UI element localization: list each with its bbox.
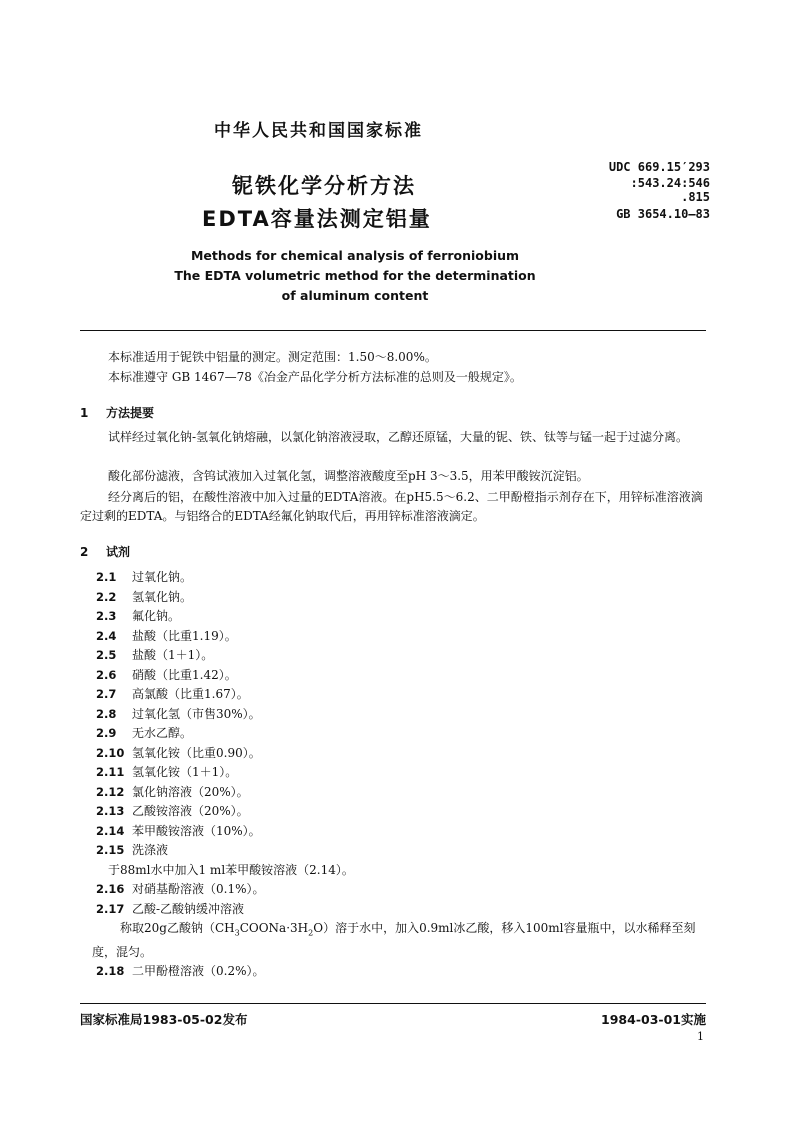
list-item: 2.4 盐酸（比重1.19）。 [96, 628, 237, 643]
udc-code-line2: :543.24:546 [630, 176, 710, 190]
effective-date: 1984-03-01实施 [601, 1012, 706, 1027]
list-item: 2.10 氢氧化铵（比重0.90）。 [96, 745, 261, 760]
udc-code-line3: .815 [681, 190, 710, 204]
section-2-number: 2 [80, 545, 89, 559]
intro-scope: 本标准适用于铌铁中铝量的测定。测定范围：1.50～8.00%。 [108, 350, 437, 364]
section-1-para2: 酸化部份滤液，含钨试液加入过氧化氢，调整溶液酸度至pH 3～3.5，用苯甲酸铵沉淀铝。 [108, 469, 589, 483]
country-standard-heading: 中华人民共和国国家标准 [214, 121, 423, 141]
page-number: 1 [697, 1030, 704, 1043]
list-item: 2.15 洗涤液 [96, 843, 169, 857]
wash-solution-note: 于88ml水中加入1 ml苯甲酸铵溶液（2.14）。 [108, 862, 354, 877]
list-item: 2.13 乙酸铵溶液（20%）。 [96, 804, 249, 818]
list-item: 2.6 硝酸（比重1.42）。 [96, 667, 237, 682]
intro-compliance: 本标准遵守 GB 1467—78《冶金产品化学分析方法标准的总则及一般规定》。 [108, 370, 522, 384]
english-title-line1: Methods for chemical analysis of ferroniobium [190, 248, 520, 263]
reagent-list [92, 568, 702, 982]
section-1-para3: 经分离后的铝，在酸性溶液中加入过量的EDTA溶液。在pH5.5～6.2、二甲酚橙指示剂存在下，用锌标准溶液滴定过剩的EDTA。与铝络合的EDTA经氟化钠取代后，再用锌标准溶液滴定。 [80, 490, 703, 523]
section-1-heading [80, 404, 154, 421]
section-1-title: 方法提要 [106, 406, 155, 420]
list-item: 2.8 过氧化氢（市售30%）。 [96, 706, 261, 721]
issue-date: 国家标准局1983-05-02发布 [80, 1012, 248, 1027]
list-item: 2.7 高氯酸（比重1.67）。 [96, 687, 249, 701]
english-title-line3: of aluminum content [281, 288, 429, 303]
list-item: 2.11 氢氧化铵（1＋1）。 [96, 765, 238, 779]
list-item: 2.18 二甲酚橙溶液（0.2%）。 [96, 964, 265, 979]
document-title-line2: EDTA容量法测定铝量 [202, 207, 432, 231]
list-item: 2.17 乙酸-乙酸钠缓冲溶液 [96, 901, 245, 916]
gb-standard-code: GB 3654.10—83 [616, 207, 710, 221]
section-2-heading [80, 543, 130, 560]
document-title-line1: 铌铁化学分析方法 [232, 174, 416, 198]
section-2-title: 试剂 [106, 545, 131, 559]
header-divider [80, 330, 706, 331]
list-item: 2.2 氢氧化钠。 [96, 589, 193, 604]
section-1-para1: 试样经过氧化钠-氢氧化钠熔融，以氯化钠溶液浸取，乙醇还原锰，大量的铌、铁、钛等与锰一起于过滤分离。 [108, 430, 689, 444]
footer-divider [80, 1003, 706, 1004]
list-item: 2.9 无水乙醇。 [96, 726, 193, 740]
english-title-line2: The EDTA volumetric method for the determination [174, 268, 536, 283]
section-1-number: 1 [80, 406, 89, 420]
buffer-preparation-note: 称取20g乙酸钠$(CH_3COONa\cdot 3H_2O)$溶于水中，加入0.9ml冰乙酸，移入100ml容量瓶中，以水稀释至刻度，混匀。 [92, 921, 696, 959]
udc-code-line1: UDC 669.15′293 [608, 160, 710, 174]
list-item: 2.16 对硝基酚溶液（0.1%）。 [96, 882, 265, 896]
list-item: 2.3 氟化钠。 [96, 609, 181, 623]
list-item: 2.14 苯甲酸铵溶液（10%）。 [96, 823, 261, 838]
list-item: 2.12 氯化钠溶液（20%）。 [96, 784, 249, 799]
list-item: 2.5 盐酸（1＋1）。 [96, 648, 214, 662]
list-item: 2.1 过氧化钠。 [96, 570, 193, 584]
